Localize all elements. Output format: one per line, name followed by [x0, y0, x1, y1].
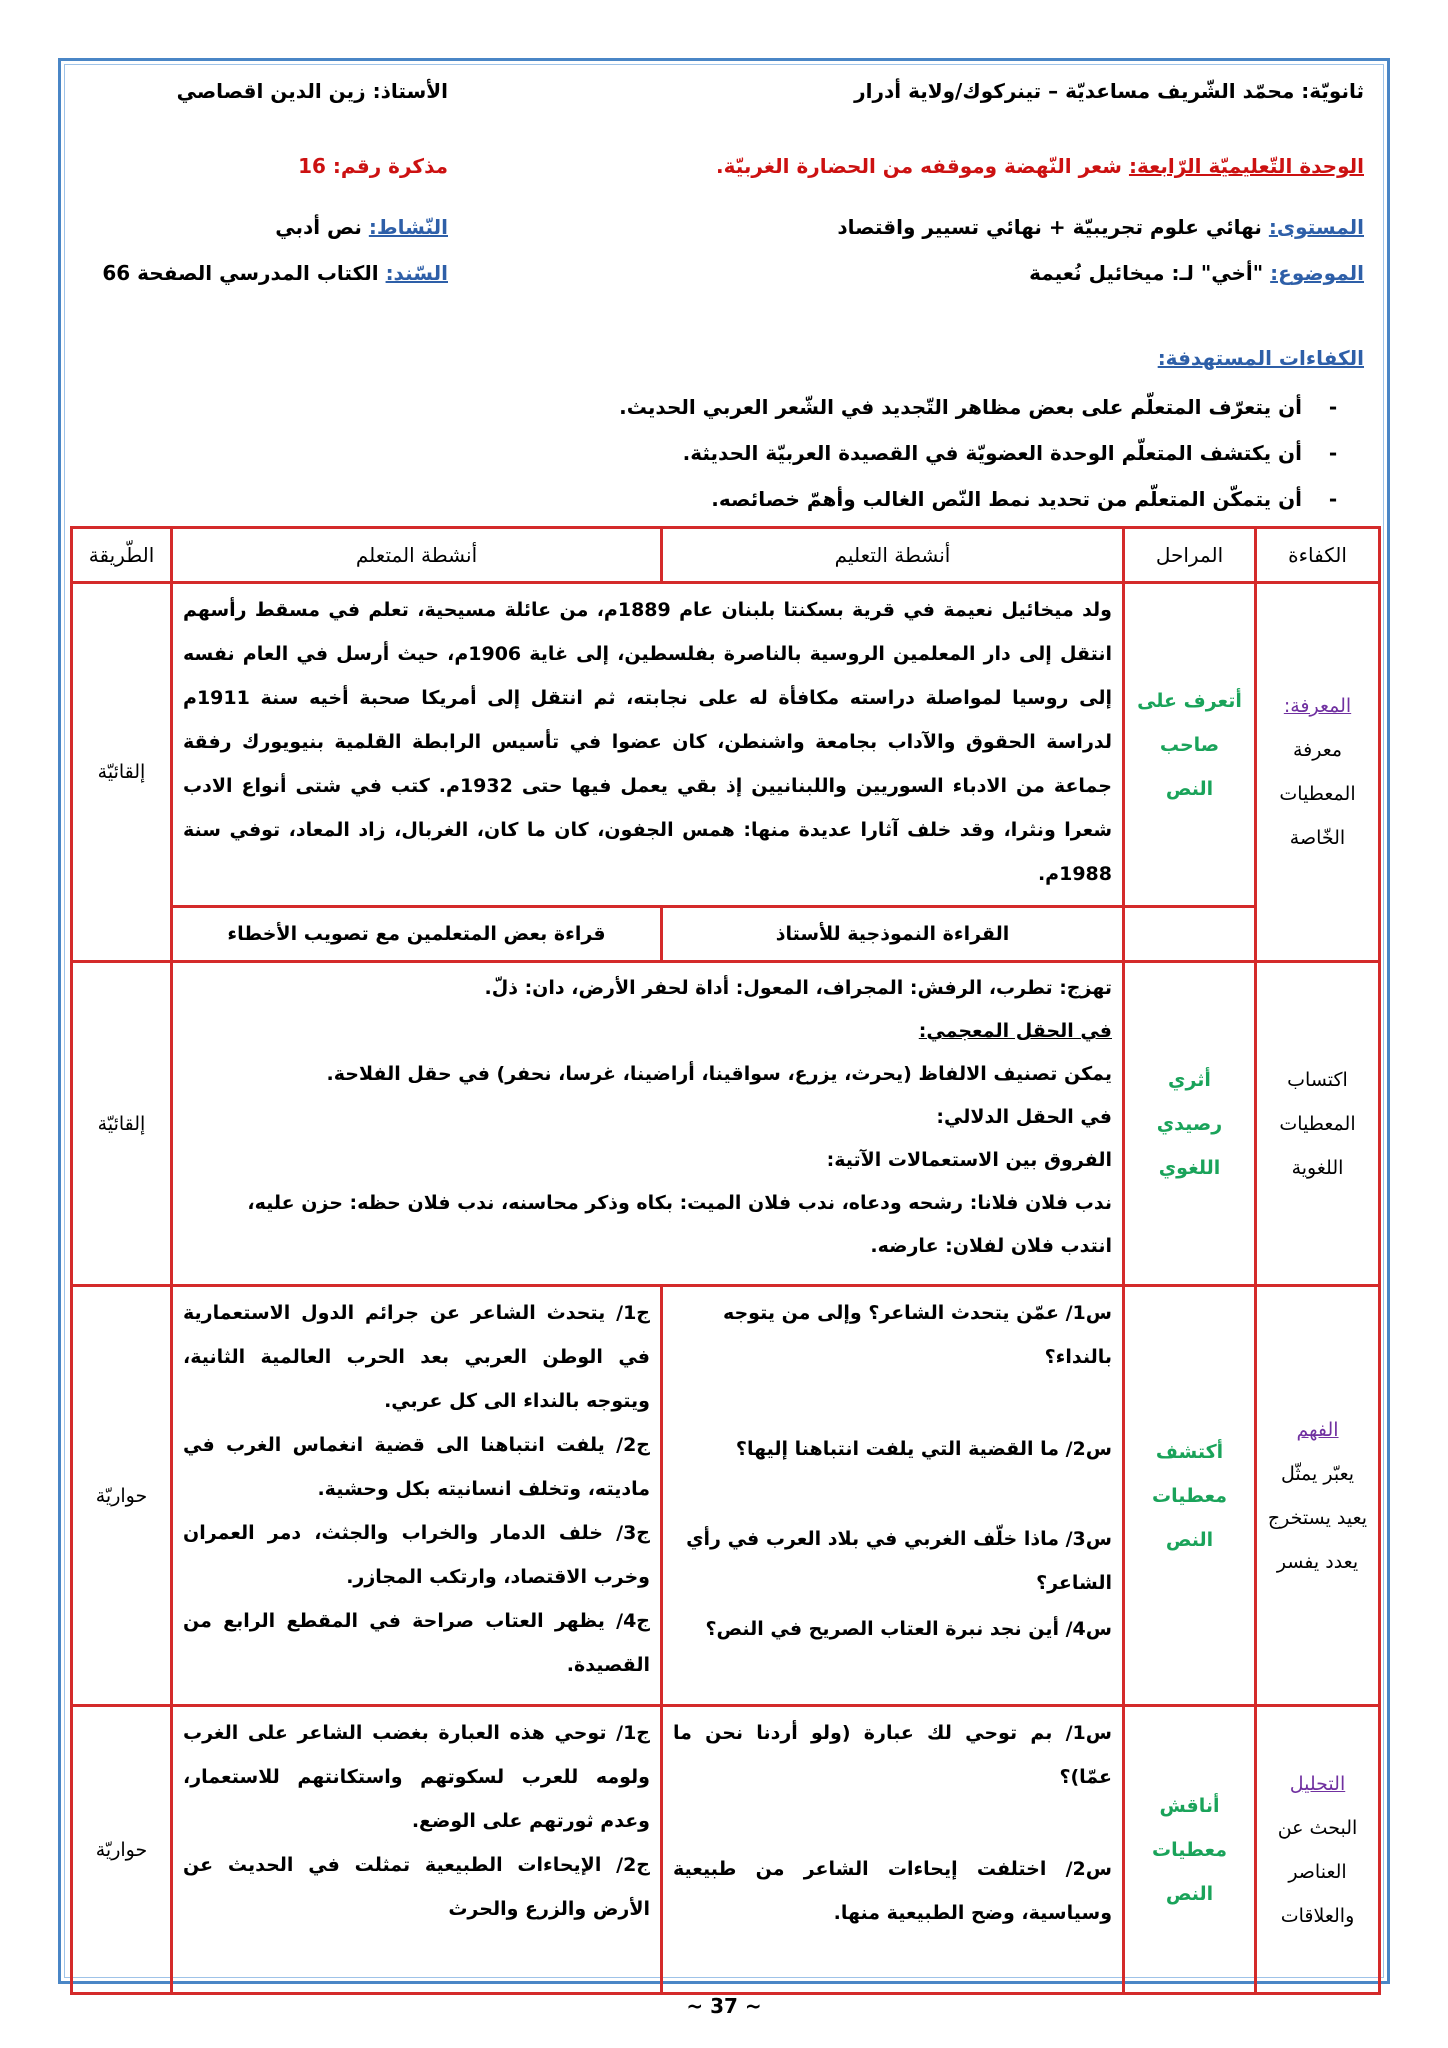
header-teaching-activities: أنشطة التعليم — [662, 528, 1124, 583]
vocab-line: في الحقل المعجمي: — [918, 1020, 1112, 1042]
vocab-line: تهزج: تطرب، الرفش: المجراف، المعول: أداة لحفر الأرض، دان: ذلّ. — [484, 977, 1112, 999]
competency-body: اكتساب المعطيات اللغوية — [1279, 1068, 1356, 1179]
answer: ج2/ يلفت انتباهنا الى قضية انغماس الغرب في ماديته، وتخلف انسانيته بكل وحشية. — [183, 1434, 650, 1500]
topic-value: "أخي" لـ: ميخائيل نُعيمة — [1029, 261, 1271, 285]
unit-value: شعر النّهضة وموقفه من الحضارة الغربيّة. — [716, 154, 1129, 178]
vocab-line: الفروق بين الاستعمالات الآتية: — [826, 1149, 1112, 1171]
table-row — [72, 1706, 1380, 1994]
vocab-line: انتدب فلان لفلان: عارضه. — [870, 1235, 1112, 1257]
table-row — [72, 583, 1380, 907]
question: س1/ بم توحي لك عبارة (ولو أردنا نحن ما عمّا)؟ — [673, 1722, 1112, 1788]
header-learner-activities: أنشطة المتعلم — [172, 528, 662, 583]
stage-cell: أكتشف معطيات النص — [1124, 1286, 1256, 1706]
question: س1/ عمّن يتحدث الشاعر؟ وإلى من يتوجه بالنداء؟ — [722, 1302, 1112, 1368]
answer: ج4/ يظهر العتاب صراحة في المقطع الرابع من القصيدة. — [183, 1610, 650, 1676]
competency-item: - أن يكتشف المتعلّم الوحدة العضويّة في القصيدة العربيّة الحديثة. — [682, 441, 1338, 465]
level-value: نهائي علوم تجريبيّة + نهائي تسيير واقتصاد — [837, 215, 1269, 239]
method-cell: حواريّة — [72, 1286, 172, 1706]
page-number: ~ 37 ~ — [686, 1994, 762, 2018]
stage-cell: أتعرف على صاحب النص — [1124, 583, 1256, 907]
method-cell: إلقائيّة — [72, 583, 172, 962]
competency-head: الفهم — [1296, 1418, 1339, 1441]
competency-body: البحث عن العناصر والعلاقات — [1277, 1816, 1358, 1927]
source-label: السّند: — [385, 261, 448, 285]
competency-head: المعرفة: — [1283, 695, 1352, 717]
vocab-line: يمكن تصنيف الالفاظ (يحرث، يزرع، سواقينا، أراضينا، غرسا، نحفر) في حقل الفلاحة. — [326, 1063, 1112, 1085]
source-value: الكتاب المدرسي الصفحة 66 — [102, 261, 386, 285]
unit-line — [716, 151, 1364, 181]
competency-item: - أن يتمكّن المتعلّم من تحديد نمط النّص الغالب وأهمّ خصائصه. — [711, 487, 1338, 511]
table-row — [72, 907, 1380, 962]
vocabulary-cell — [172, 962, 1124, 1286]
stage-cell: أناقش معطيات النص — [1124, 1706, 1256, 1994]
question: س2/ اختلفت إيحاءات الشاعر من طبيعية وسياسية، وضح الطبيعية منها. — [673, 1858, 1112, 1924]
stage-cell-empty — [1124, 907, 1256, 962]
level-label: المستوى: — [1268, 215, 1364, 239]
competency-head: التحليل — [1289, 1772, 1346, 1795]
competency-cell — [1256, 1286, 1380, 1706]
question: س3/ ماذا خلّف الغربي في بلاد العرب في رأي الشاعر؟ — [686, 1528, 1112, 1594]
header-stages: المراحل — [1124, 528, 1256, 583]
author-bio: ولد ميخائيل نعيمة في قرية بسكنتا بلبنان عام 1889م، من عائلة مسيحية، تعلم في مسقط رأسهم انتقل إلى دار المعلمين الروسية بالناصرة بفلسطين، إلى غاية 1906م، حيث أرسل في العام نفسه إلى روسيا لمواصلة دراسته مكافأة له على نجابته، ثم انتقل إلى أمريكا صحبة أخيه سنة 1911م لدراسة الحقوق والآداب بجامعة واشنطن، كان عضوا في تأسيس الرابطة القلمية بنيويورك رفقة جماعة من الادباء السوريين واللبنانيين إذ بقي يعمل فيها حتى 1932م. كتب في شتى أنواع الادب شعرا ونثرا، وقد خلف آثارا عديدة منها: همس الجفون، كان ما كان، الغربال، زاد المعاد، توفي سنة 1988م. — [172, 583, 1124, 907]
header-method: الطّريقة — [72, 528, 172, 583]
answer: ج2/ الإيحاءات الطبيعية تمثلت في الحديث عن الأرض والزرع والحرث — [183, 1854, 650, 1920]
activity-label: النّشاط: — [368, 215, 448, 239]
table-row — [72, 1286, 1380, 1706]
answer: ج1/ يتحدث الشاعر عن جرائم الدول الاستعمارية في الوطن العربي بعد الحرب العالمية الثانية، ويتوجه بالنداء الى كل عربي. — [183, 1302, 650, 1412]
question: س2/ ما القضية التي يلفت انتباهنا إليها؟ — [735, 1438, 1112, 1460]
competency-body: يعبّر يمثّل يعيد يستخرج يعدد يفسر — [1267, 1462, 1368, 1573]
school-name: ثانويّة: محمّد الشّريف مساعديّة – تينركوك/ولاية أدرار — [854, 79, 1364, 103]
topic-line — [1029, 258, 1364, 288]
level-line — [837, 212, 1364, 242]
source-line — [102, 258, 448, 288]
teacher-reading: القراءة النموذجية للأستاذ — [662, 907, 1124, 962]
answer: ج1/ توحي هذه العبارة بغضب الشاعر على الغرب ولومه للعرب لسكوتهم واستكانتهم للاستعمار، وعدم ثورتهم على الوضع. — [183, 1722, 650, 1832]
questions-cell — [662, 1706, 1124, 1994]
competency-body: معرفة المعطيات الخّاصة — [1279, 739, 1356, 849]
learner-reading: قراءة بعض المتعلمين مع تصويب الأخطاء — [172, 907, 662, 962]
competencies-list — [464, 384, 1364, 522]
method-cell: حواريّة — [72, 1706, 172, 1994]
table-header-row — [72, 528, 1380, 583]
stage-cell: أثري رصيدي اللغوي — [1124, 962, 1256, 1286]
answers-cell — [172, 1286, 662, 1706]
competency-cell — [1256, 1706, 1380, 1994]
topic-label: الموضوع: — [1270, 261, 1364, 285]
competency-cell — [1256, 583, 1380, 962]
teacher-name: الأستاذ: زين الدين اقصاصي — [176, 79, 448, 103]
questions-cell — [662, 1286, 1124, 1706]
unit-label: الوحدة التّعليميّة الرّابعة: — [1128, 154, 1364, 178]
header-competency: الكفاءة — [1256, 528, 1380, 583]
competencies-title: الكفاءات المستهدفة: — [1157, 346, 1364, 370]
competency-cell — [1256, 962, 1380, 1286]
vocab-line: في الحقل الدلالي: — [936, 1106, 1112, 1128]
vocab-line: ندب فلان فلانا: رشحه ودعاه، ندب فلان الميت: بكاه وذكر محاسنه، ندب فلان حظه: حزن عليه، — [247, 1192, 1112, 1214]
competency-item: - أن يتعرّف المتعلّم على بعض مظاهر التّجديد في الشّعر العربي الحديث. — [619, 395, 1338, 419]
question: س4/ أين نجد نبرة العتاب الصريح في النص؟ — [705, 1618, 1112, 1640]
memo-number: مذكرة رقم: 16 — [298, 154, 448, 178]
method-cell: إلقائيّة — [72, 962, 172, 1286]
lesson-table — [70, 526, 1381, 1995]
table-row — [72, 962, 1380, 1286]
answers-cell — [172, 1706, 662, 1994]
activity-value: نص أدبي — [275, 215, 369, 239]
activity-line — [275, 212, 448, 242]
answer: ج3/ خلف الدمار والخراب والجثث، دمر العمران وخرب الاقتصاد، وارتكب المجازر. — [183, 1522, 650, 1588]
